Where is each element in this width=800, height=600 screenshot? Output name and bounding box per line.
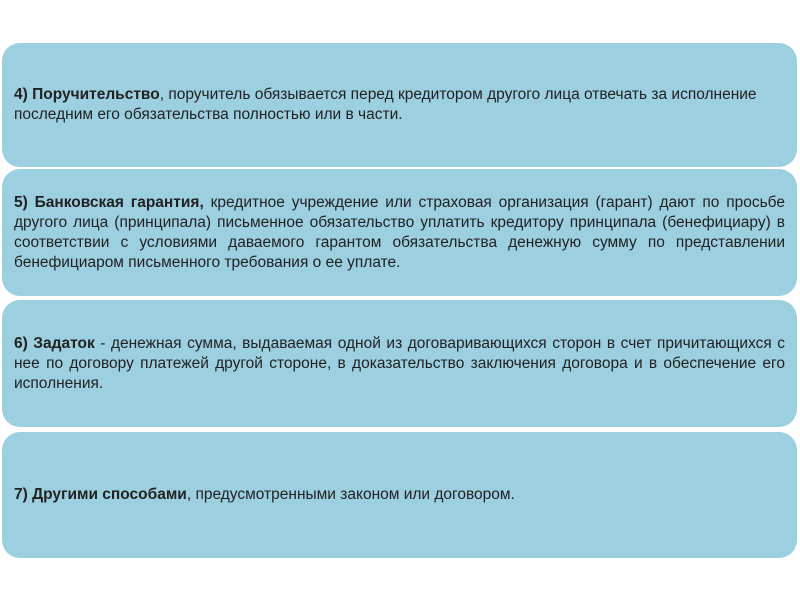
item-text-6 <box>14 334 785 394</box>
item-term-6: 6) Задаток <box>14 334 95 352</box>
item-description-4: , поручитель обязывается перед кредитором другого лица отвечать за исполнение последним его обязательства полностью или в части. <box>14 86 757 123</box>
item-description-5: кредитное учреждение или страховая организация (гарант) дают по просьбе другого лица (принципала) письменное обязательство уплатить кредитору принципала (бенефициару) в соответствии с условиями даваемого гарантом обязательства денежную сумму по представлении бенефициаром письменного требования о ее уплате. <box>14 193 785 271</box>
item-term-7: 7) Другими способами <box>14 486 187 503</box>
item-description-7: , предусмотренными законом или договором. <box>186 486 515 503</box>
item-box-5 <box>2 169 797 296</box>
item-text-5 <box>14 193 785 273</box>
item-box-6 <box>2 300 797 427</box>
item-box-7 <box>2 432 797 558</box>
item-description-6: - денежная сумма, выдаваемая одной из договаривающихся сторон в счет причитающихся с нее по договору платежей другой стороне, в доказательство заключения договора и в обеспечение его исполнения. <box>14 334 785 392</box>
item-box-4 <box>2 43 797 167</box>
item-term-5: 5) Банковская гарантия, <box>14 193 204 211</box>
item-term-4: 4) Поручительство <box>14 86 160 103</box>
item-text-7 <box>14 485 785 505</box>
item-text-4 <box>14 85 785 125</box>
